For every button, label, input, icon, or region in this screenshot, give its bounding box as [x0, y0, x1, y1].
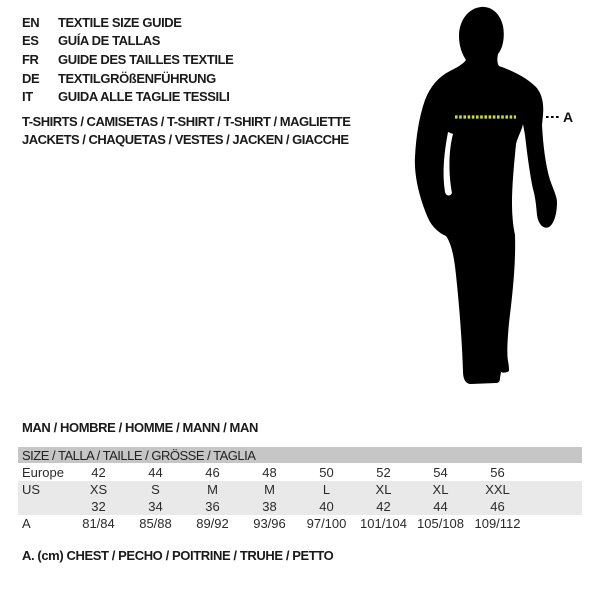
garment-line-tshirts: T-SHIRTS / CAMISETAS / T-SHIRT / T-SHIRT / MAGLIETTE [22, 113, 351, 129]
lang-label: TEXTILE SIZE GUIDE [58, 14, 182, 30]
cell: XL [375, 482, 392, 497]
row-label: Europe [22, 465, 64, 480]
man-silhouette-figure [405, 3, 580, 388]
cell: 38 [262, 499, 277, 514]
cell: XS [89, 482, 108, 497]
lang-code: ES [22, 33, 39, 49]
row-label: A [22, 516, 31, 531]
garment-type-block [22, 112, 350, 149]
cell: 34 [148, 499, 163, 514]
man-silhouette [415, 7, 557, 384]
measure-label: A [563, 109, 574, 125]
table-row-chest [18, 515, 582, 532]
cell: 54 [433, 465, 448, 480]
language-title-block [22, 13, 233, 106]
table-row-numeric [18, 498, 582, 515]
cell: 81/84 [82, 516, 115, 531]
cell: 40 [319, 499, 334, 514]
cell: 48 [262, 465, 277, 480]
lang-label: TEXTILGRÖßENFÜHRUNG [58, 70, 216, 86]
cell: 56 [490, 465, 505, 480]
cell: L [322, 482, 331, 497]
cell: M [207, 482, 218, 497]
table-row-europe [18, 464, 582, 481]
cell: 52 [376, 465, 391, 480]
lang-label: GUIDE DES TAILLES TEXTILE [58, 51, 234, 67]
measure-footnote: A. (cm) CHEST / PECHO / POITRINE / TRUHE / PETTO [22, 547, 334, 563]
cell: 46 [205, 465, 220, 480]
cell: 42 [376, 499, 391, 514]
cell: 36 [205, 499, 220, 514]
lang-row-de [22, 69, 233, 88]
cell: 109/112 [474, 516, 521, 531]
cell: 50 [319, 465, 334, 480]
cell: XXL [485, 482, 510, 497]
size-table-header [18, 447, 582, 463]
cell: 44 [148, 465, 163, 480]
cell: 105/108 [417, 516, 464, 531]
garment-line-jackets: JACKETS / CHAQUETAS / VESTES / JACKEN / GIACCHE [22, 132, 349, 148]
size-table-header-text: SIZE / TALLA / TAILLE / GRÖSSE / TAGLIA [22, 447, 256, 463]
cell: S [151, 482, 160, 497]
lang-row-fr [22, 50, 233, 69]
cell: 101/104 [360, 516, 407, 531]
cell: 89/92 [196, 516, 229, 531]
cell: 32 [91, 499, 106, 514]
lang-code: DE [22, 70, 40, 86]
lang-code: EN [22, 14, 40, 30]
lang-row-es [22, 32, 233, 51]
lang-row-it [22, 87, 233, 106]
lang-code: FR [22, 51, 39, 67]
cell: 44 [433, 499, 448, 514]
section-title-man: MAN / HOMBRE / HOMME / MANN / MAN [22, 419, 258, 435]
lang-label: GUÍA DE TALLAS [58, 33, 161, 49]
lang-row-en [22, 13, 233, 32]
cell: 93/96 [253, 516, 286, 531]
cell: M [264, 482, 275, 497]
cell: XL [432, 482, 449, 497]
lang-code: IT [22, 89, 33, 105]
cell: 46 [490, 499, 505, 514]
lang-label: GUIDA ALLE TAGLIE TESSILI [58, 89, 230, 105]
cell: 85/88 [139, 516, 172, 531]
size-table [18, 447, 582, 532]
cell: 97/100 [306, 516, 347, 531]
row-label: US [22, 482, 41, 497]
cell: 42 [91, 465, 106, 480]
table-row-us [18, 481, 582, 498]
